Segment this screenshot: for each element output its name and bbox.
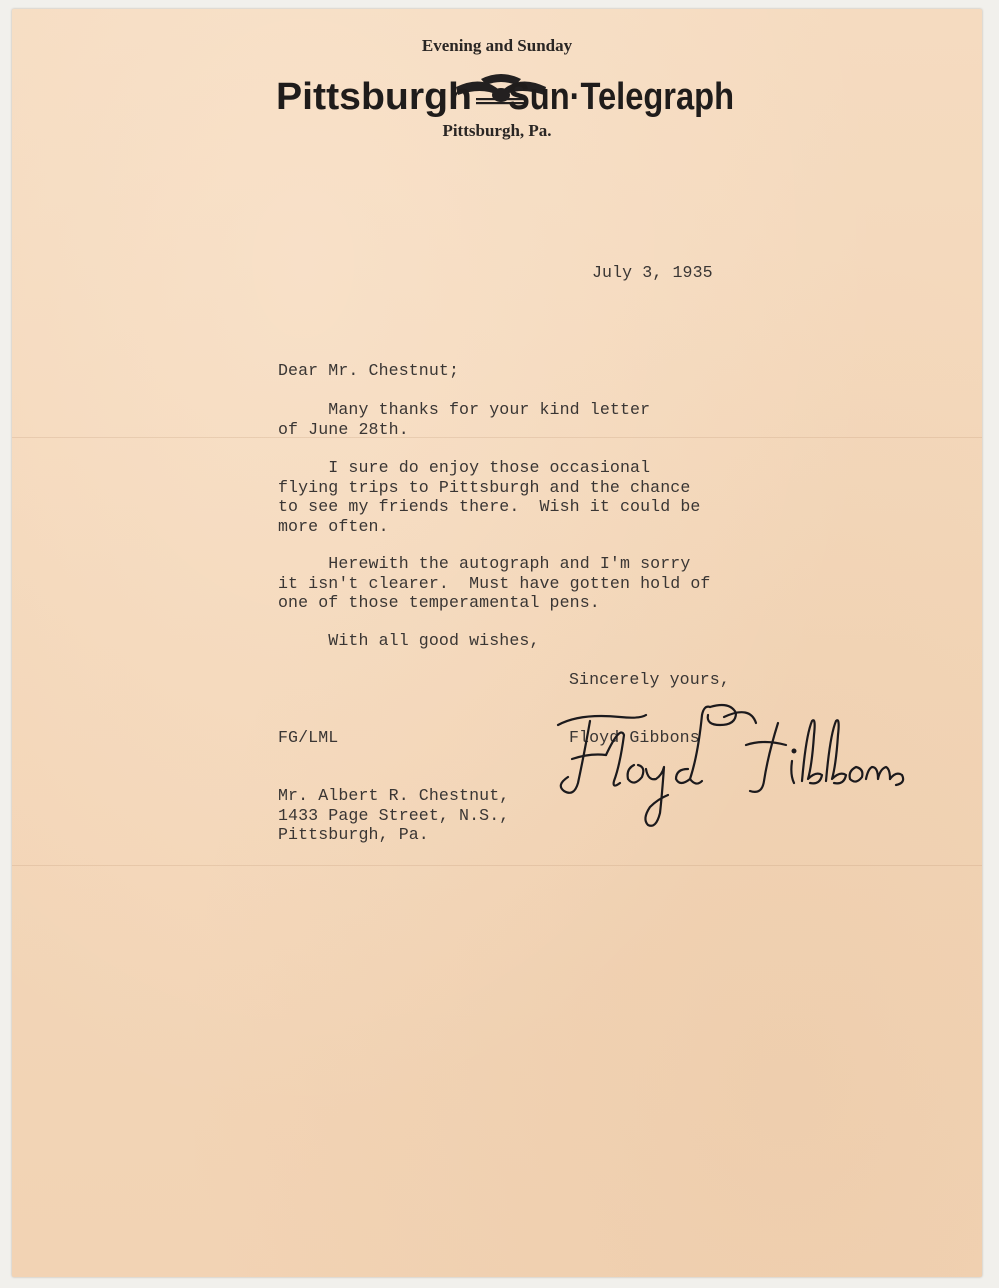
paragraph-line: of June 28th.: [278, 419, 409, 439]
typist-initials: FG/LML: [278, 728, 339, 747]
masthead-word-left: Pittsburgh: [276, 76, 472, 118]
recipient-address: [278, 786, 509, 845]
paragraph-line: Herewith the autograph and I'm sorry: [278, 554, 691, 573]
letter-paragraph-3: [278, 554, 711, 613]
address-line: Pittsburgh, Pa.: [278, 825, 429, 844]
masthead-word-right: Sun·Telegraph: [508, 76, 734, 118]
letter-salutation: Dear Mr. Chestnut;: [278, 361, 460, 380]
typed-signature: Floyd Gibbons: [569, 728, 700, 747]
paragraph-line: it isn't clearer. Must have gotten hold of: [278, 573, 711, 593]
masthead-logo: [276, 65, 736, 125]
letterhead-masthead: [276, 65, 736, 125]
address-line: 1433 Page Street, N.S.,: [278, 805, 510, 825]
letterhead-edition: Evening and Sunday: [421, 36, 573, 55]
paragraph-line: I sure do enjoy those occasional: [278, 458, 651, 477]
letter-paragraph-2: [278, 458, 700, 536]
paragraph-line: flying trips to Pittsburgh and the chance: [278, 477, 691, 497]
paragraph-line: Many thanks for your kind letter: [278, 400, 651, 419]
paragraph-line: more often.: [278, 516, 389, 536]
letter-date: July 3, 1935: [592, 263, 713, 282]
letter-paragraph-1: [278, 400, 650, 439]
complimentary-close: Sincerely yours,: [569, 670, 730, 689]
paragraph-line: one of those temperamental pens.: [278, 593, 600, 612]
paragraph-line: to see my friends there. Wish it could be: [278, 497, 701, 516]
handwritten-signature: [550, 695, 910, 835]
letter-closing-wish: With all good wishes,: [278, 631, 540, 650]
letterhead-city: Pittsburgh, Pa.: [442, 121, 552, 140]
letter-page: [12, 9, 982, 1277]
address-line: Mr. Albert R. Chestnut,: [278, 786, 510, 805]
fold-line-lower: [12, 865, 982, 866]
